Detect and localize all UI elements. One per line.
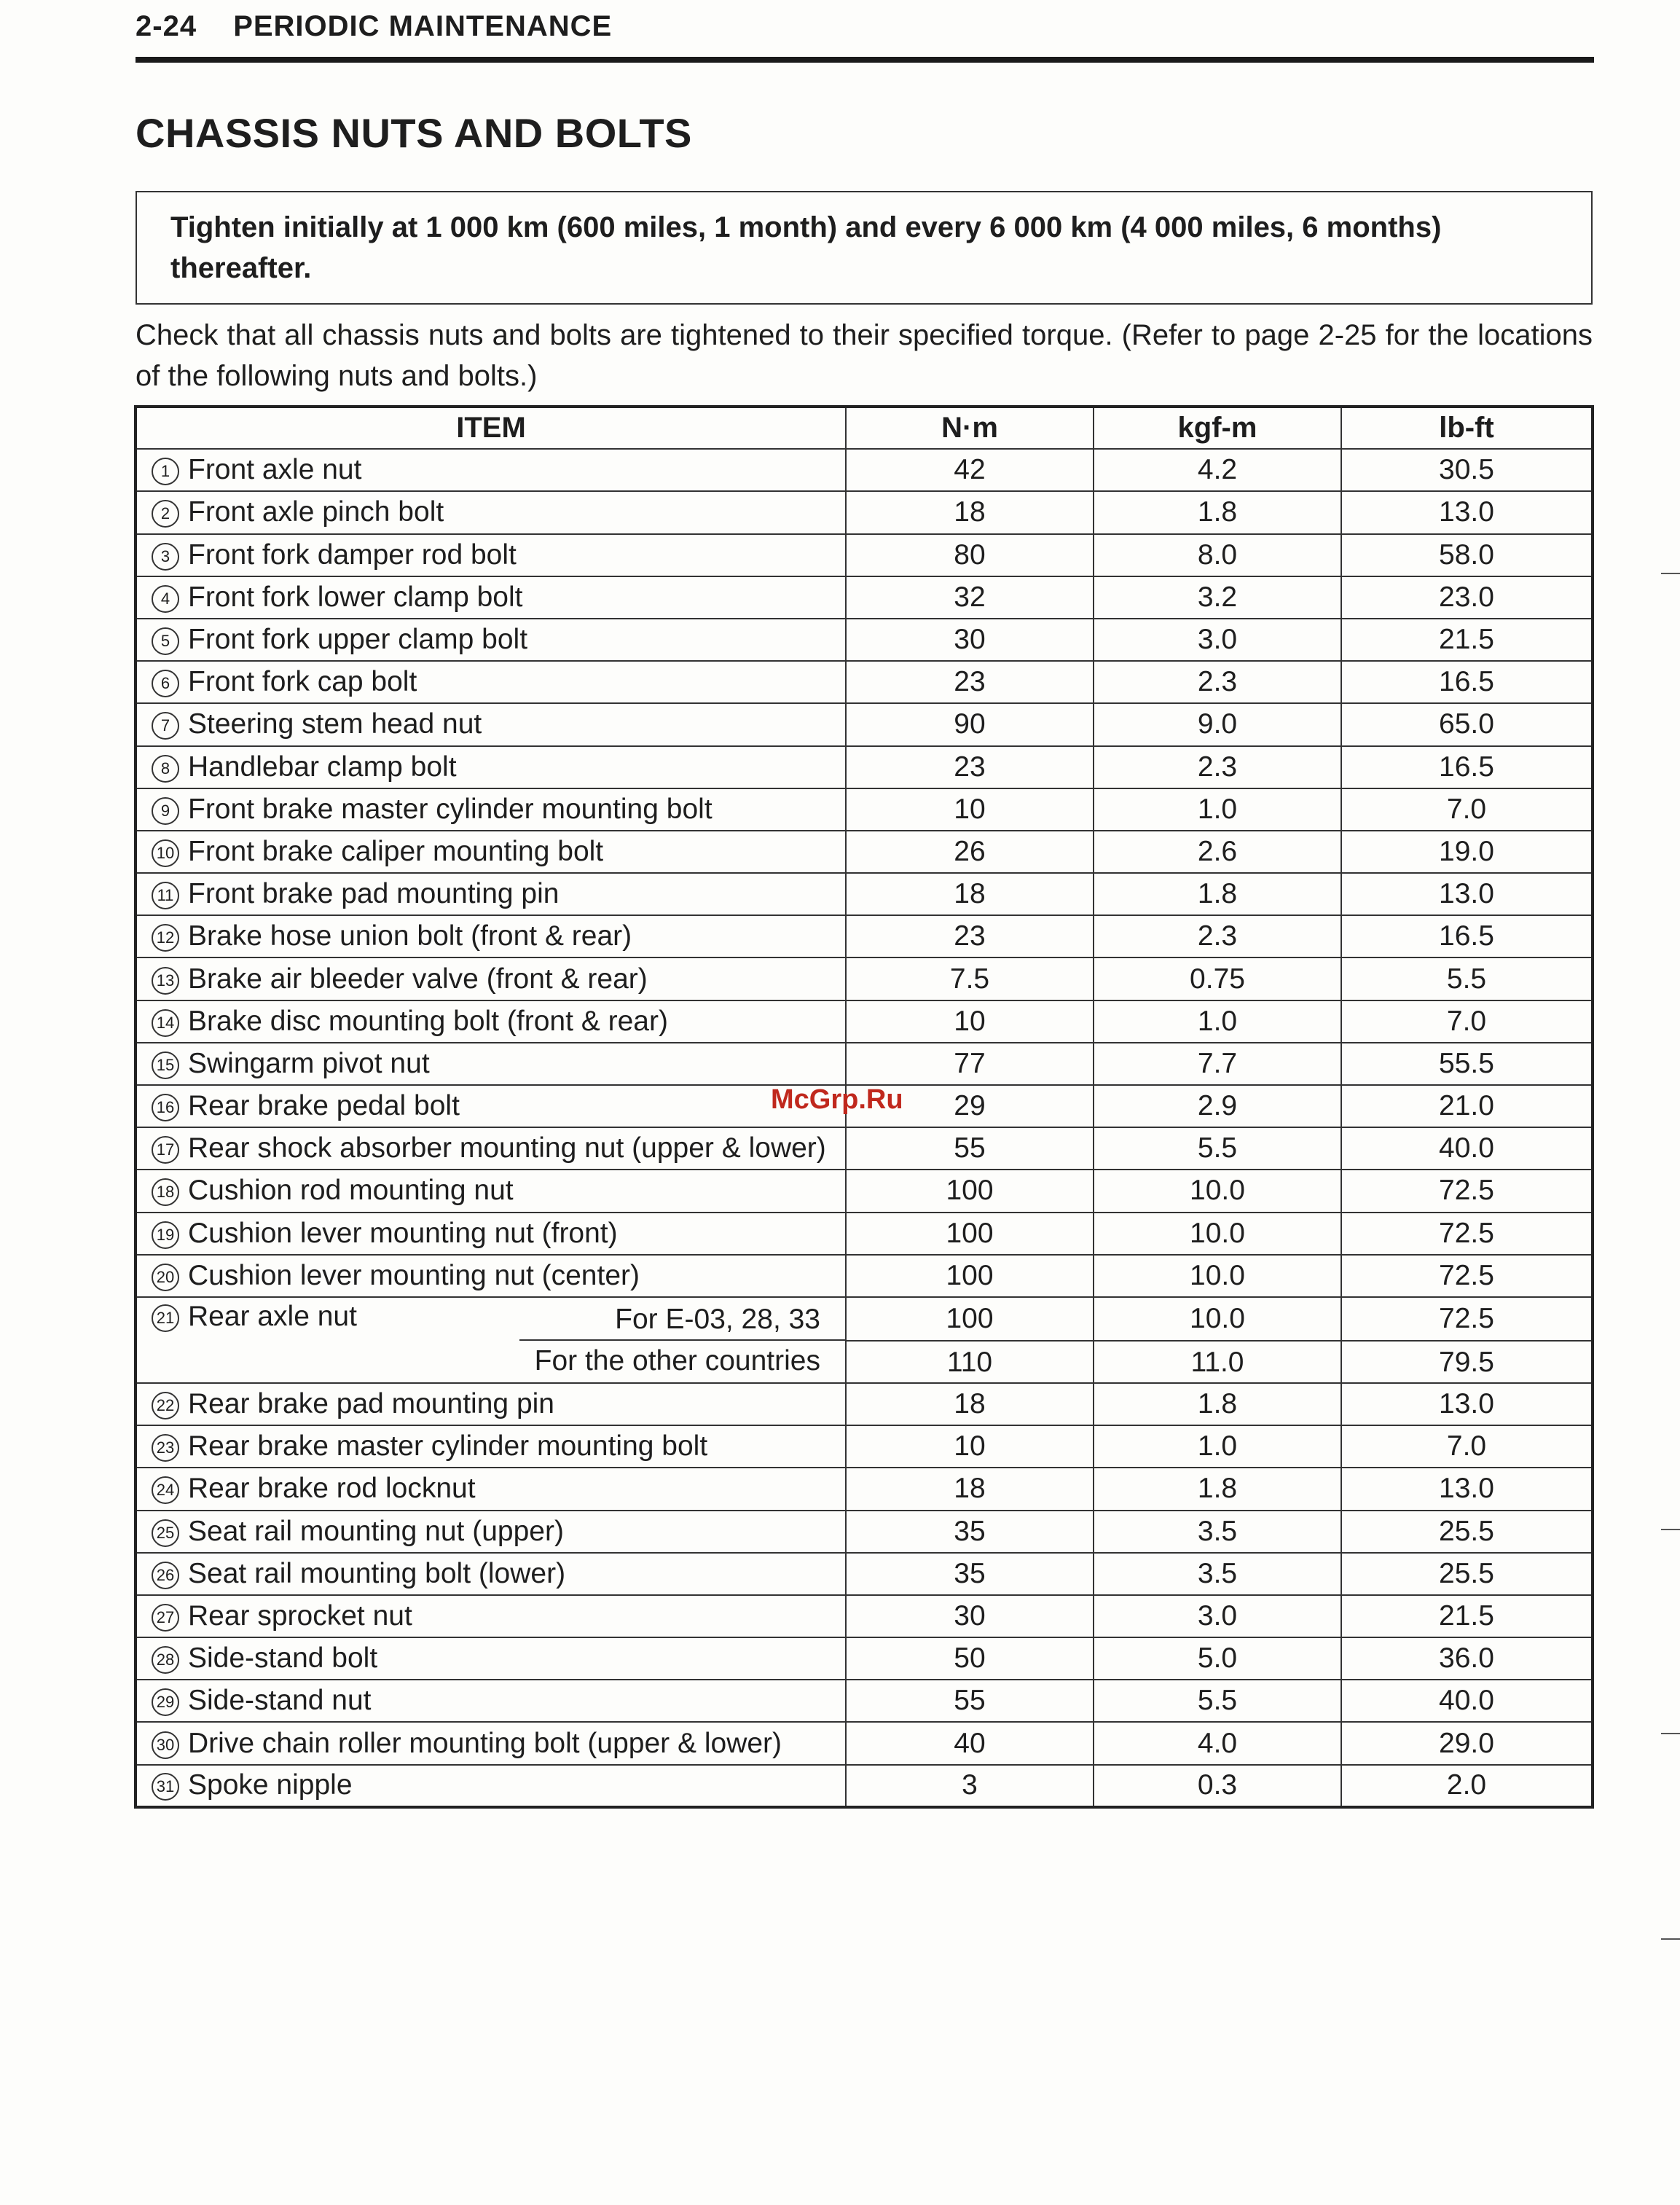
item-label: Seat rail mounting nut (upper)	[188, 1515, 564, 1547]
nm-cell: 55	[846, 1680, 1094, 1722]
watermark: McGrp.Ru	[771, 1084, 903, 1115]
table-row	[136, 957, 1593, 1000]
kgfm-cell: 1.8	[1094, 1383, 1341, 1425]
notice-box: Tighten initially at 1 000 km (600 miles, 1 month) and every 6 000 km (4 000 miles, 6 months) thereafter.	[136, 191, 1593, 305]
item-cell	[136, 746, 846, 788]
item-number-badge: 9	[152, 797, 179, 825]
item-number-badge: 28	[152, 1646, 179, 1674]
item-number-badge: 7	[152, 712, 179, 740]
item-number-badge: 17	[152, 1136, 179, 1164]
item-label: Seat rail mounting bolt (lower)	[188, 1557, 566, 1589]
item-label: Brake disc mounting bolt (front & rear)	[188, 1005, 668, 1037]
lbft-cell: 25.5	[1341, 1553, 1593, 1595]
item-cell	[136, 873, 846, 915]
kgfm-cell: 1.0	[1094, 1000, 1341, 1043]
kgfm-cell: 1.8	[1094, 1468, 1341, 1510]
nm-value: 110	[847, 1340, 1093, 1382]
nm-cell: 26	[846, 831, 1094, 873]
lbft-cell: 2.0	[1341, 1765, 1593, 1807]
nm-cell: 23	[846, 915, 1094, 957]
kgfm-cell: 4.0	[1094, 1722, 1341, 1764]
sub-label: For E-03, 28, 33	[615, 1303, 820, 1335]
item-label: Front fork damper rod bolt	[188, 538, 517, 571]
nm-cell-split	[846, 1297, 1094, 1383]
page-title: CHASSIS NUTS AND BOLTS	[136, 110, 692, 156]
kgfm-cell: 2.3	[1094, 746, 1341, 788]
table-row	[136, 619, 1593, 661]
table-row	[136, 1425, 1593, 1468]
kgfm-cell: 3.0	[1094, 1595, 1341, 1637]
lbft-cell: 72.5	[1341, 1170, 1593, 1212]
item-cell	[136, 1511, 846, 1553]
table-row	[136, 1595, 1593, 1637]
table-row	[136, 703, 1593, 745]
item-number-badge: 13	[152, 967, 179, 995]
kgfm-value: 10.0	[1190, 1302, 1245, 1334]
item-number-badge: 27	[152, 1604, 179, 1632]
item-number-badge: 25	[152, 1519, 179, 1547]
lbft-cell: 7.0	[1341, 1425, 1593, 1468]
item-number-badge: 1	[152, 458, 179, 485]
kgfm-cell: 5.0	[1094, 1637, 1341, 1680]
item-label: Rear axle nut	[188, 1300, 357, 1332]
table-row	[136, 915, 1593, 957]
item-cell	[136, 1425, 846, 1468]
kgfm-cell: 10.0	[1094, 1213, 1341, 1255]
item-number-badge: 10	[152, 839, 179, 867]
item-cell	[136, 1043, 846, 1085]
kgfm-cell: 0.75	[1094, 957, 1341, 1000]
item-label: Brake hose union bolt (front & rear)	[188, 920, 632, 952]
item-number-badge: 19	[152, 1221, 179, 1249]
item-number-badge: 6	[152, 670, 179, 697]
lbft-cell: 19.0	[1341, 831, 1593, 873]
item-label: Front fork lower clamp bolt	[188, 581, 523, 613]
item-cell	[136, 1000, 846, 1043]
scan-edge-mark	[1661, 573, 1680, 574]
scan-edge-mark	[1661, 1733, 1680, 1734]
lbft-cell: 13.0	[1341, 1383, 1593, 1425]
item-number-badge: 3	[152, 543, 179, 571]
table-row	[136, 746, 1593, 788]
kgfm-cell: 3.2	[1094, 576, 1341, 619]
kgfm-cell: 2.3	[1094, 915, 1341, 957]
item-label: Spoke nipple	[188, 1769, 353, 1801]
item-label: Front fork cap bolt	[188, 666, 417, 698]
item-cell	[136, 491, 846, 533]
scan-edge-mark	[1661, 1938, 1680, 1940]
lbft-cell: 16.5	[1341, 746, 1593, 788]
item-cell	[136, 831, 846, 873]
header-item: ITEM	[136, 407, 846, 449]
kgfm-cell: 0.3	[1094, 1765, 1341, 1807]
item-label: Rear brake master cylinder mounting bolt	[188, 1430, 708, 1462]
item-cell	[136, 1085, 846, 1127]
kgfm-cell: 10.0	[1094, 1255, 1341, 1297]
item-number-badge: 24	[152, 1476, 179, 1504]
header-rule	[136, 57, 1594, 63]
item-cell	[136, 1468, 846, 1510]
item-label: Front brake master cylinder mounting bolt	[188, 793, 713, 825]
lbft-cell: 16.5	[1341, 661, 1593, 703]
sub-label: For the other countries	[534, 1344, 820, 1376]
table-row	[136, 1765, 1593, 1807]
item-cell	[136, 703, 846, 745]
item-cell	[136, 449, 846, 491]
nm-cell: 100	[846, 1170, 1094, 1212]
lbft-value: 72.5	[1439, 1302, 1494, 1334]
item-label: Front axle nut	[188, 454, 362, 486]
nm-cell: 50	[846, 1637, 1094, 1680]
kgfm-cell: 5.5	[1094, 1680, 1341, 1722]
lbft-cell: 23.0	[1341, 576, 1593, 619]
table-row	[136, 788, 1593, 831]
page-header	[136, 10, 612, 43]
kgfm-cell: 2.3	[1094, 661, 1341, 703]
table-header-row	[136, 407, 1593, 449]
item-cell	[136, 1170, 846, 1212]
lbft-cell: 25.5	[1341, 1511, 1593, 1553]
item-cell	[136, 1595, 846, 1637]
kgfm-cell: 3.5	[1094, 1553, 1341, 1595]
item-label: Cushion rod mounting nut	[188, 1175, 514, 1207]
lbft-cell: 13.0	[1341, 491, 1593, 533]
lbft-cell: 29.0	[1341, 1722, 1593, 1764]
kgfm-cell: 1.0	[1094, 788, 1341, 831]
item-label: Front axle pinch bolt	[188, 496, 444, 528]
kgfm-cell: 1.0	[1094, 1425, 1341, 1468]
item-label: Side-stand nut	[188, 1685, 372, 1717]
nm-cell: 32	[846, 576, 1094, 619]
table-row	[136, 1722, 1593, 1764]
nm-cell: 18	[846, 1468, 1094, 1510]
item-cell	[136, 1722, 846, 1764]
lbft-cell: 72.5	[1341, 1255, 1593, 1297]
table-row	[136, 1468, 1593, 1510]
inner-rule	[519, 1339, 845, 1341]
item-cell	[136, 957, 846, 1000]
lbft-cell: 55.5	[1341, 1043, 1593, 1085]
item-number-badge: 23	[152, 1434, 179, 1462]
item-number-badge: 31	[152, 1773, 179, 1801]
header-kgfm: kgf-m	[1094, 407, 1341, 449]
nm-cell: 10	[846, 1425, 1094, 1468]
item-number-badge: 12	[152, 924, 179, 952]
kgfm-cell: 2.6	[1094, 831, 1341, 873]
section-title: PERIODIC MAINTENANCE	[233, 10, 613, 42]
item-label: Steering stem head nut	[188, 708, 482, 740]
nm-cell: 10	[846, 788, 1094, 831]
nm-cell: 35	[846, 1553, 1094, 1595]
item-label: Rear sprocket nut	[188, 1599, 412, 1632]
kgfm-cell: 8.0	[1094, 534, 1341, 576]
lbft-cell: 7.0	[1341, 788, 1593, 831]
kgfm-cell: 5.5	[1094, 1127, 1341, 1170]
item-number-badge: 26	[152, 1562, 179, 1589]
table-row	[136, 491, 1593, 533]
item-cell	[136, 1127, 846, 1170]
lbft-cell: 65.0	[1341, 703, 1593, 745]
item-label: Handlebar clamp bolt	[188, 751, 457, 783]
nm-cell: 40	[846, 1722, 1094, 1764]
lbft-cell: 16.5	[1341, 915, 1593, 957]
item-cell	[136, 1637, 846, 1680]
lbft-cell: 58.0	[1341, 534, 1593, 576]
item-number-badge: 15	[152, 1051, 179, 1079]
item-cell	[136, 788, 846, 831]
nm-cell: 18	[846, 1383, 1094, 1425]
item-cell	[136, 915, 846, 957]
nm-cell: 7.5	[846, 957, 1094, 1000]
item-cell	[136, 1213, 846, 1255]
nm-cell: 10	[846, 1000, 1094, 1043]
item-cell	[136, 619, 846, 661]
table-row	[136, 1383, 1593, 1425]
nm-cell: 29	[846, 1085, 1094, 1127]
lbft-cell: 40.0	[1341, 1680, 1593, 1722]
item-label: Side-stand bolt	[188, 1642, 378, 1675]
item-cell-split	[136, 1297, 846, 1383]
header-lbft: lb-ft	[1341, 407, 1593, 449]
table-row	[136, 1680, 1593, 1722]
kgfm-cell-split	[1094, 1297, 1341, 1383]
lbft-cell: 21.5	[1341, 619, 1593, 661]
page-number: 2-24	[136, 10, 197, 42]
item-cell	[136, 576, 846, 619]
lbft-cell: 72.5	[1341, 1213, 1593, 1255]
item-number-badge: 30	[152, 1731, 179, 1759]
lbft-value: 79.5	[1342, 1340, 1591, 1382]
lbft-cell-split	[1341, 1297, 1593, 1383]
nm-cell: 3	[846, 1765, 1094, 1807]
lbft-cell: 36.0	[1341, 1637, 1593, 1680]
kgfm-cell: 1.8	[1094, 873, 1341, 915]
scan-edge-mark	[1661, 1529, 1680, 1530]
table-row	[136, 1043, 1593, 1085]
nm-cell: 30	[846, 619, 1094, 661]
item-label: Front brake pad mounting pin	[188, 878, 560, 910]
item-label: Rear brake rod locknut	[188, 1473, 476, 1505]
nm-cell: 23	[846, 746, 1094, 788]
item-cell	[136, 1553, 846, 1595]
nm-cell: 55	[846, 1127, 1094, 1170]
item-label: Front brake caliper mounting bolt	[188, 835, 604, 867]
kgfm-cell: 10.0	[1094, 1170, 1341, 1212]
lbft-cell: 5.5	[1341, 957, 1593, 1000]
nm-cell: 80	[846, 534, 1094, 576]
kgfm-cell: 2.9	[1094, 1085, 1341, 1127]
table-row	[136, 1000, 1593, 1043]
item-number-badge: 14	[152, 1009, 179, 1037]
item-label: Cushion lever mounting nut (center)	[188, 1259, 640, 1291]
table-row	[136, 831, 1593, 873]
item-label: Rear shock absorber mounting nut (upper & lower)	[188, 1132, 826, 1164]
item-label: Front fork upper clamp bolt	[188, 624, 528, 656]
nm-cell: 35	[846, 1511, 1094, 1553]
lbft-cell: 7.0	[1341, 1000, 1593, 1043]
kgfm-cell: 4.2	[1094, 449, 1341, 491]
header-nm: N·m	[846, 407, 1094, 449]
table-row	[136, 1127, 1593, 1170]
kgfm-cell: 1.8	[1094, 491, 1341, 533]
nm-value: 100	[946, 1302, 994, 1334]
kgfm-value: 11.0	[1094, 1340, 1341, 1382]
table-row	[136, 873, 1593, 915]
item-label: Rear brake pedal bolt	[188, 1090, 460, 1122]
nm-cell: 100	[846, 1213, 1094, 1255]
item-label: Brake air bleeder valve (front & rear)	[188, 963, 648, 995]
table-row	[136, 1170, 1593, 1212]
item-label: Rear brake pad mounting pin	[188, 1388, 554, 1420]
item-label: Cushion lever mounting nut (front)	[188, 1217, 618, 1249]
item-number-badge: 29	[152, 1688, 179, 1716]
nm-cell: 90	[846, 703, 1094, 745]
table-row	[136, 1637, 1593, 1680]
item-number-badge: 18	[152, 1178, 179, 1206]
nm-cell: 18	[846, 491, 1094, 533]
table-row	[136, 449, 1593, 491]
item-cell	[136, 534, 846, 576]
table-row	[136, 1511, 1593, 1553]
item-label: Swingarm pivot nut	[188, 1047, 430, 1079]
lbft-cell: 13.0	[1341, 1468, 1593, 1510]
item-number-badge: 8	[152, 755, 179, 783]
nm-cell: 77	[846, 1043, 1094, 1085]
item-number-badge: 21	[152, 1304, 179, 1332]
item-number-badge: 11	[152, 882, 179, 909]
item-cell	[136, 1765, 846, 1807]
item-cell	[136, 1255, 846, 1297]
kgfm-cell: 9.0	[1094, 703, 1341, 745]
table-row	[136, 534, 1593, 576]
lbft-cell: 21.0	[1341, 1085, 1593, 1127]
table-row	[136, 661, 1593, 703]
nm-cell: 30	[846, 1595, 1094, 1637]
item-number-badge: 2	[152, 500, 179, 528]
item-number-badge: 16	[152, 1094, 179, 1121]
lbft-cell: 30.5	[1341, 449, 1593, 491]
nm-cell: 18	[846, 873, 1094, 915]
item-cell	[136, 1680, 846, 1722]
item-cell	[136, 1383, 846, 1425]
item-cell	[136, 661, 846, 703]
lbft-cell: 40.0	[1341, 1127, 1593, 1170]
item-number-badge: 20	[152, 1264, 179, 1291]
kgfm-cell: 3.0	[1094, 619, 1341, 661]
item-label: Drive chain roller mounting bolt (upper & lower)	[188, 1727, 782, 1759]
table-row	[136, 1255, 1593, 1297]
table-row	[136, 1553, 1593, 1595]
nm-cell: 23	[846, 661, 1094, 703]
kgfm-cell: 3.5	[1094, 1511, 1341, 1553]
table-row	[136, 1213, 1593, 1255]
lbft-cell: 13.0	[1341, 873, 1593, 915]
nm-cell: 100	[846, 1255, 1094, 1297]
table-row-split	[136, 1297, 1593, 1383]
table-row	[136, 576, 1593, 619]
item-number-badge: 4	[152, 585, 179, 613]
item-number-badge: 22	[152, 1392, 179, 1419]
kgfm-cell: 7.7	[1094, 1043, 1341, 1085]
item-number-badge: 5	[152, 627, 179, 655]
intro-paragraph: Check that all chassis nuts and bolts are tightened to their specified torque. (Refer to page 2-25 for the locations of the following nuts and bolts.)	[136, 319, 1593, 392]
lbft-cell: 21.5	[1341, 1595, 1593, 1637]
nm-cell: 42	[846, 449, 1094, 491]
